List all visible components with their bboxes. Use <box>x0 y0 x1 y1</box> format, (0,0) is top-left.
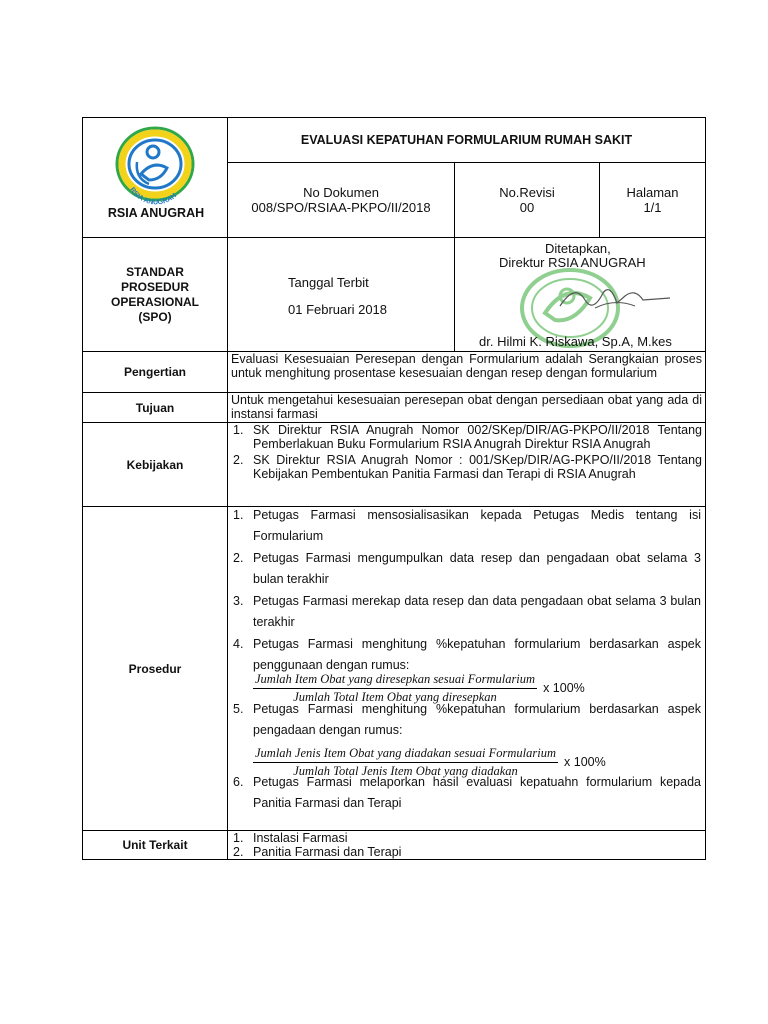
kebijakan-label: Kebijakan <box>126 457 184 472</box>
prosedur-item-1-text: Petugas Farmasi mensosialisasikan kepada Petugas Medis tentang isi Formularium <box>253 508 701 543</box>
revision-cell <box>454 162 600 238</box>
unit-terkait-item-1-number: 1. <box>233 831 244 845</box>
formula-penggunaan-multiplier: x 100% <box>543 681 585 695</box>
unit-terkait-text-cell <box>227 830 706 860</box>
unit-terkait-item-1 <box>231 831 702 845</box>
prosedur-item-3-text: Petugas Farmasi merekap data resep dan data pengadaan obat selama 3 bulan terakhir <box>253 594 701 629</box>
prosedur-text-cell <box>227 506 706 831</box>
kebijakan-item-2-number: 2. <box>233 453 244 467</box>
prosedur-item-1-number: 1. <box>233 508 244 522</box>
prosedur-item-2-text: Petugas Farmasi mengumpulkan data resep dan pengadaan obat selama 3 bulan terakhir <box>253 551 701 586</box>
approver-title: Direktur RSIA ANUGRAH <box>499 255 646 270</box>
approver-name: dr. Hilmi K. Riskawa, Sp.A, M.kes <box>479 334 672 349</box>
prosedur-list-continued <box>231 699 701 742</box>
spo-label-line3: OPERASIONAL <box>110 294 199 309</box>
kebijakan-item-1-number: 1. <box>233 423 244 437</box>
tujuan-text-cell <box>227 392 706 423</box>
pengertian-label-cell <box>82 351 228 393</box>
document-number-label: No Dokumen <box>303 185 379 200</box>
logo-cell <box>82 117 228 238</box>
signature-icon <box>555 278 675 318</box>
kebijakan-text-cell <box>227 422 706 507</box>
issue-date-label: Tanggal Terbit <box>288 275 369 290</box>
unit-terkait-item-2 <box>231 845 702 859</box>
unit-terkait-list <box>231 831 702 859</box>
document-title: EVALUASI KEPATUHAN FORMULARIUM RUMAH SAKIT <box>300 133 633 147</box>
logo-text: RSIA ANUGRAH <box>128 186 178 207</box>
issue-date-cell <box>227 237 455 352</box>
spo-label-line1: STANDAR <box>126 264 184 279</box>
page-cell <box>599 162 706 238</box>
formula-pengadaan-numerator: Jumlah Jenis Item Obat yang diadakan sesuai Formularium <box>253 746 558 763</box>
approval-cell <box>454 237 706 352</box>
kebijakan-item-2 <box>231 453 702 481</box>
document-title-cell <box>227 117 706 163</box>
prosedur-item-2-number: 2. <box>233 551 244 565</box>
tujuan-label: Tujuan <box>135 400 175 415</box>
kebijakan-item-1-text: SK Direktur RSIA Anugrah Nomor 002/SKep/DIR/AG-PKPO/II/2018 Tentang Pemberlakuan Buku Formularium RSIA Anugrah Direktur RSIA Anugrah <box>253 423 702 451</box>
document-number-cell <box>227 162 455 238</box>
unit-terkait-item-2-number: 2. <box>233 845 244 859</box>
prosedur-list-final <box>231 772 701 815</box>
formula-pengadaan-denominator: Jumlah Total Jenis Item Obat yang diadakan <box>293 763 518 778</box>
spo-label-line2: PROSEDUR <box>120 279 189 294</box>
prosedur-item-5-text: Petugas Farmasi menghitung %kepatuhan formularium berdasarkan aspek pengadaan dengan rumus: <box>253 702 701 737</box>
prosedur-item-1 <box>231 505 701 547</box>
prosedur-label: Prosedur <box>128 661 182 676</box>
prosedur-item-6-number: 6. <box>233 775 244 789</box>
unit-terkait-label-cell <box>82 830 228 860</box>
unit-terkait-label: Unit Terkait <box>122 838 188 852</box>
unit-terkait-item-2-text: Panitia Farmasi dan Terapi <box>253 845 402 859</box>
issue-date-value: 01 Februari 2018 <box>288 302 388 317</box>
prosedur-item-2 <box>231 548 701 590</box>
kebijakan-item-2-text: SK Direktur RSIA Anugrah Nomor : 001/SKep/DIR/AG-PKPO/II/2018 Tentang Kebijakan Pembentukan Panitia Farmasi dan Terapi di RSIA Anugrah <box>253 453 702 481</box>
prosedur-item-4 <box>231 634 701 676</box>
pengertian-label: Pengertian <box>123 365 186 379</box>
spo-label-cell <box>82 237 228 352</box>
prosedur-item-4-number: 4. <box>233 637 244 651</box>
kebijakan-label-cell <box>82 422 228 507</box>
prosedur-item-6-text: Petugas Farmasi melaporkan hasil evaluasi kepatuahn formularium kepada Panitia Farmasi dan Terapi <box>253 775 701 810</box>
formula-penggunaan-denominator: Jumlah Total Item Obat yang diresepkan <box>293 689 497 704</box>
prosedur-item-5-number: 5. <box>233 702 244 716</box>
revision-value: 00 <box>519 200 535 215</box>
unit-terkait-item-1-text: Instalasi Farmasi <box>253 831 348 845</box>
sop-document <box>82 117 706 860</box>
kebijakan-item-1 <box>231 423 702 451</box>
pengertian-text-cell <box>227 351 706 393</box>
prosedur-item-3-number: 3. <box>233 594 244 608</box>
prosedur-item-3 <box>231 591 701 633</box>
revision-label: No.Revisi <box>499 185 555 200</box>
kebijakan-list <box>231 423 702 481</box>
hospital-name: RSIA ANUGRAH <box>107 206 205 220</box>
approval-label: Ditetapkan, <box>545 241 611 256</box>
document-number-value: 008/SPO/RSIAA-PKPO/II/2018 <box>251 200 431 215</box>
prosedur-label-cell <box>82 506 228 831</box>
page-value: 1/1 <box>643 200 662 215</box>
tujuan-label-cell <box>82 392 228 423</box>
hospital-logo-icon <box>107 122 203 208</box>
formula-pengadaan-multiplier: x 100% <box>564 755 606 769</box>
prosedur-item-5 <box>231 699 701 741</box>
formula-penggunaan-numerator: Jumlah Item Obat yang diresepkan sesuai Formularium <box>253 672 537 689</box>
prosedur-list <box>231 505 701 676</box>
pengertian-text: Evaluasi Kesesuaian Peresepan dengan Formularium adalah Serangkaian proses untuk menghitung prosentase kesesuaian dengan resep dengan formularium <box>231 352 702 380</box>
spo-label-line4: (SPO) <box>138 309 172 324</box>
page-label: Halaman <box>626 185 679 200</box>
prosedur-item-4-text: Petugas Farmasi menghitung %kepatuhan formularium berdasarkan aspek penggunaan dengan rumus: <box>253 637 701 672</box>
tujuan-text: Untuk mengetahui kesesuaian peresepan obat dengan persediaan obat yang ada di instansi farmasi <box>231 393 702 421</box>
prosedur-item-6 <box>231 772 701 814</box>
